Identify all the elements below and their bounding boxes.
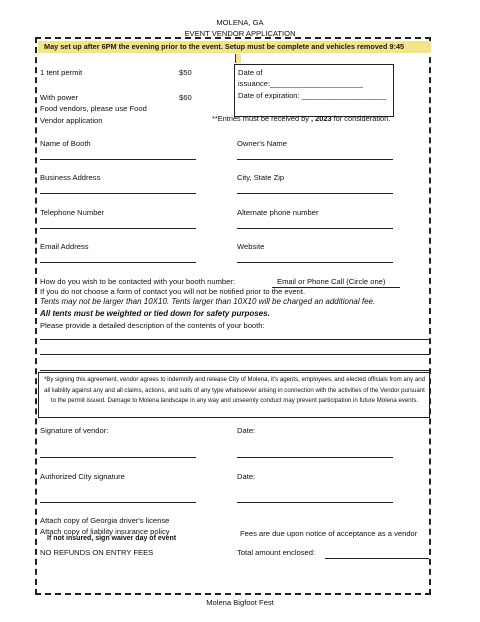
fees-due-note: Fees are due upon notice of acceptance as a vendor: [240, 529, 418, 538]
vendor-signature-field[interactable]: [40, 457, 196, 458]
city-date-label: Date:: [237, 472, 256, 481]
website-label: Website: [237, 242, 265, 251]
alternate-phone-label: Alternate phone number: [237, 208, 319, 217]
description-prompt: Please provide a detailed description of the contents of your booth:: [40, 321, 265, 330]
tent-size-rule: Tents may not be larger than 10X10. Tents larger than 10X10 will be charged an additional fee.: [40, 297, 376, 306]
telephone-label: Telephone Number: [40, 208, 105, 217]
date-of-issuance-field[interactable]: issuance:______________________: [238, 79, 363, 88]
form-title: EVENT VENDOR APPLICATION: [184, 29, 296, 38]
tent-permit-price: $50: [179, 68, 192, 77]
description-line-1[interactable]: [40, 339, 430, 340]
description-line-3[interactable]: [40, 370, 430, 371]
contact-question: How do you wish to be contacted with your booth number:: [40, 277, 236, 286]
drivers-license-note: Attach copy of Georgia driver's license: [40, 516, 170, 525]
email-label: Email Address: [40, 242, 89, 251]
entries-note-year: , 2023: [311, 114, 332, 123]
date-of-expiration-field[interactable]: Date of expiration: ____________________: [238, 91, 387, 100]
owners-name-field[interactable]: [237, 159, 393, 160]
waiver-note: If not insured, sign waiver day of event: [47, 535, 177, 542]
vendor-signature-label: Signature of vendor:: [40, 426, 109, 435]
vendor-date-field[interactable]: [237, 457, 393, 458]
food-vendor-note: Food vendors, please use Food: [40, 104, 147, 113]
entries-note-post: for consideration.: [331, 114, 391, 123]
text-cursor: [235, 54, 241, 63]
business-address-field[interactable]: [40, 193, 196, 194]
entries-note-pre: **Entries must be received by: [212, 114, 311, 123]
alternate-phone-field[interactable]: [237, 228, 393, 229]
no-contact-note: If you do not choose a form of contact you will not be notified prior to the event.: [40, 287, 306, 296]
total-enclosed-label: Total amount enclosed:: [237, 548, 316, 557]
vendor-date-label: Date:: [237, 426, 256, 435]
total-enclosed-field[interactable]: [325, 558, 429, 559]
city-signature-field[interactable]: [40, 502, 196, 503]
city-heading: MOLENA, GA: [216, 18, 264, 27]
website-field[interactable]: [237, 262, 393, 263]
telephone-field[interactable]: [40, 228, 196, 229]
food-vendor-note-2: Vendor application: [40, 116, 103, 125]
city-state-zip-field[interactable]: [237, 193, 393, 194]
name-of-booth-label: Name of Booth: [40, 139, 91, 148]
no-refunds-note: NO REFUNDS ON ENTRY FEES: [40, 548, 154, 557]
city-date-field[interactable]: [237, 502, 393, 503]
tent-permit-label: 1 tent permit: [40, 68, 83, 77]
contact-options[interactable]: Email or Phone Call (Circle one): [277, 277, 386, 286]
waiver-text: *By signing this agreement, vendor agrees to indemnify and release City of Molena, it's agents, employees, and elected officials from any and all liability against any and all claims, actions, and suits of any type whatsoever arising in connection with the activities of the Vendor pursuant to the permit issued. Damage to Molena landscape in any way and unseemly conduct may prevent participation in future Molena events.: [43, 376, 426, 404]
description-line-2[interactable]: [40, 354, 430, 355]
city-signature-label: Authorized City signature: [40, 472, 125, 481]
setup-banner-text: May set up after 6PM the evening prior to the event. Setup must be complete and vehicles removed 9:45: [44, 42, 405, 51]
tent-weight-rule: All tents must be weighted or tied down for safety purposes.: [40, 309, 270, 318]
entries-deadline-note: [212, 114, 390, 123]
owners-name-label: Owner's Name: [237, 139, 287, 148]
footer-text: Molena Bigfoot Fest: [206, 598, 274, 607]
business-address-label: Business Address: [40, 173, 101, 182]
city-state-zip-label: City, State Zip: [237, 173, 285, 182]
with-power-label: With power: [40, 93, 78, 102]
name-of-booth-field[interactable]: [40, 159, 196, 160]
with-power-price: $60: [179, 93, 192, 102]
liability-insurance-note: Attach copy of liability insurance policy: [40, 527, 170, 536]
email-field[interactable]: [40, 262, 196, 263]
date-of-issuance-label: Date of: [238, 68, 263, 77]
